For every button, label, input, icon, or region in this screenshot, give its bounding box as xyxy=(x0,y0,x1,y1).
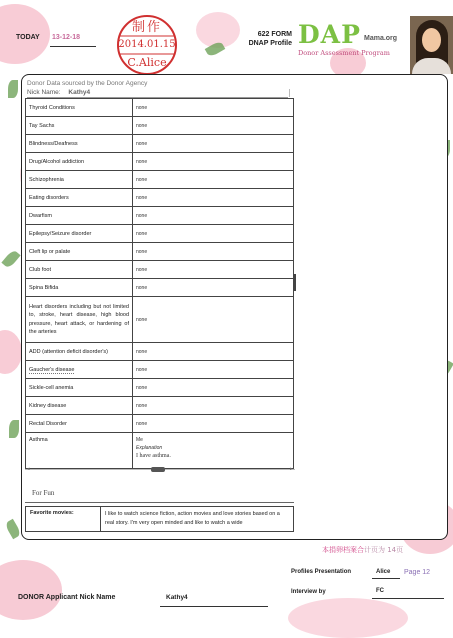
condition-value: none xyxy=(133,297,294,343)
interview-underline xyxy=(372,598,444,599)
nick-name-row xyxy=(27,89,90,96)
condition-name: Rectal Disorder xyxy=(26,415,133,433)
presentation-value: Alice xyxy=(376,569,391,575)
table-row xyxy=(26,135,294,153)
condition-name: Cleft lip or palate xyxy=(26,243,133,261)
table-row xyxy=(26,379,294,397)
condition-value: none xyxy=(133,225,294,243)
page-number: Page 12 xyxy=(404,569,431,576)
scrollbar-thumb[interactable] xyxy=(151,467,165,472)
condition-name: Schizophrenia xyxy=(26,171,133,189)
flower-decoration xyxy=(0,330,22,374)
donor-photo xyxy=(410,16,453,74)
condition-name: Drug/Alcohol addiction xyxy=(26,153,133,171)
divider xyxy=(289,89,290,97)
today-date: 13-12-18 xyxy=(52,34,81,41)
condition-value: none xyxy=(133,343,294,361)
condition-value: none xyxy=(133,135,294,153)
condition-value: none xyxy=(133,361,294,379)
condition-name: Club foot xyxy=(26,261,133,279)
page-count-text: 本捐卵档案合 xyxy=(322,546,364,554)
condition-name-text: Gaucher's disease xyxy=(29,366,75,373)
condition-value: none xyxy=(133,379,294,397)
flower-decoration xyxy=(288,598,408,638)
table-row xyxy=(26,189,294,207)
stamp-text-name: C.Alice xyxy=(127,56,167,69)
asthma-value: Me xyxy=(136,437,143,443)
applicant-label: DONOR Applicant Nick Name xyxy=(18,594,116,601)
condition-name: ADD (attention deficit disorder's) xyxy=(26,343,133,361)
scroll-right-arrow-icon[interactable]: ▸ xyxy=(290,466,293,472)
red-seal-stamp xyxy=(116,14,178,76)
applicant-underline xyxy=(160,606,268,607)
table-row xyxy=(26,171,294,189)
leaf-decoration xyxy=(1,249,20,269)
table-row xyxy=(26,207,294,225)
leaf-decoration xyxy=(4,519,22,540)
table-row xyxy=(26,279,294,297)
table-row xyxy=(26,243,294,261)
scroll-marker[interactable] xyxy=(293,274,296,291)
condition-value: none xyxy=(133,99,294,117)
table-row xyxy=(26,225,294,243)
flower-decoration xyxy=(0,560,62,620)
scroll-left-arrow-icon[interactable]: ◂ xyxy=(27,466,30,472)
condition-value: none xyxy=(133,279,294,297)
condition-value: none xyxy=(133,207,294,225)
table-row xyxy=(26,261,294,279)
for-fun-table xyxy=(25,506,294,532)
table-row xyxy=(26,361,294,379)
page-count-total: 计页为 14页 xyxy=(364,546,404,554)
for-fun-heading: For Fun xyxy=(32,489,55,497)
explanation-text: I have asthma. xyxy=(136,453,171,459)
condition-value: none xyxy=(133,415,294,433)
leaf-decoration xyxy=(9,420,19,438)
form-identifier xyxy=(236,30,292,48)
condition-name: Heart disorders including but not limited to, stroke, heart disease, high blood pressure, heart attack, or hardening of the arteries xyxy=(26,297,133,343)
dap-logo xyxy=(298,20,410,56)
table-row xyxy=(26,99,294,117)
condition-name: Asthma xyxy=(26,433,133,469)
today-label: TODAY xyxy=(16,34,40,41)
favorite-movies-value: I like to watch science fiction, action movies and love stories based on a real story. I'm very open minded and like to watch a wide xyxy=(101,507,294,532)
table-row xyxy=(26,415,294,433)
divider xyxy=(25,502,294,503)
table-row xyxy=(26,507,294,532)
nick-name-label: Nick Name: xyxy=(27,89,61,96)
form-number: 622 FORM xyxy=(257,31,292,38)
table-row xyxy=(26,343,294,361)
condition-name: Thyroid Conditions xyxy=(26,99,133,117)
stamp-text-date: 2014.01.15 xyxy=(118,39,176,50)
condition-name: Dwarfism xyxy=(26,207,133,225)
condition-name: Kidney disease xyxy=(26,397,133,415)
condition-name: Epilepsy/Seizure disorder xyxy=(26,225,133,243)
condition-name xyxy=(26,361,133,379)
explanation-label: Explanation xyxy=(136,445,163,451)
condition-value: none xyxy=(133,171,294,189)
condition-name: Spina Bifida xyxy=(26,279,133,297)
table-row xyxy=(26,433,294,469)
condition-value: none xyxy=(133,153,294,171)
condition-name: Eating disorders xyxy=(26,189,133,207)
condition-value xyxy=(133,433,294,469)
applicant-value: Kathy4 xyxy=(166,594,188,601)
logo-text: DAP xyxy=(298,20,361,49)
condition-value: none xyxy=(133,243,294,261)
presentation-underline xyxy=(372,578,400,579)
condition-value: none xyxy=(133,261,294,279)
page-count-note xyxy=(322,545,403,555)
condition-value: none xyxy=(133,117,294,135)
condition-value: none xyxy=(133,397,294,415)
leaf-decoration xyxy=(8,80,18,98)
favorite-movies-label: Favorite movies: xyxy=(26,507,101,532)
today-underline xyxy=(50,46,96,47)
condition-name: Tay Sachs xyxy=(26,117,133,135)
condition-name: Sickle-cell anemia xyxy=(26,379,133,397)
table-row xyxy=(26,153,294,171)
condition-name: Blindness/Deafness xyxy=(26,135,133,153)
table-row xyxy=(26,297,294,343)
form-title: DNAP Profile xyxy=(248,40,292,47)
stamp-text-top: 制作 xyxy=(131,20,162,35)
table-row xyxy=(26,117,294,135)
interview-value: FC xyxy=(376,588,384,594)
medical-conditions-table xyxy=(25,98,294,469)
condition-value: none xyxy=(133,189,294,207)
logo-tagline: Donor Assessment Program xyxy=(298,49,390,57)
nick-name-value: Kathy4 xyxy=(68,89,91,96)
presentation-label: Profiles Presentation xyxy=(291,569,352,575)
source-note: Donor Data sourced by the Donor Agency xyxy=(27,80,148,87)
table-row xyxy=(26,397,294,415)
logo-domain: Mama.org xyxy=(364,35,398,42)
interview-label: Interview by xyxy=(291,589,326,595)
